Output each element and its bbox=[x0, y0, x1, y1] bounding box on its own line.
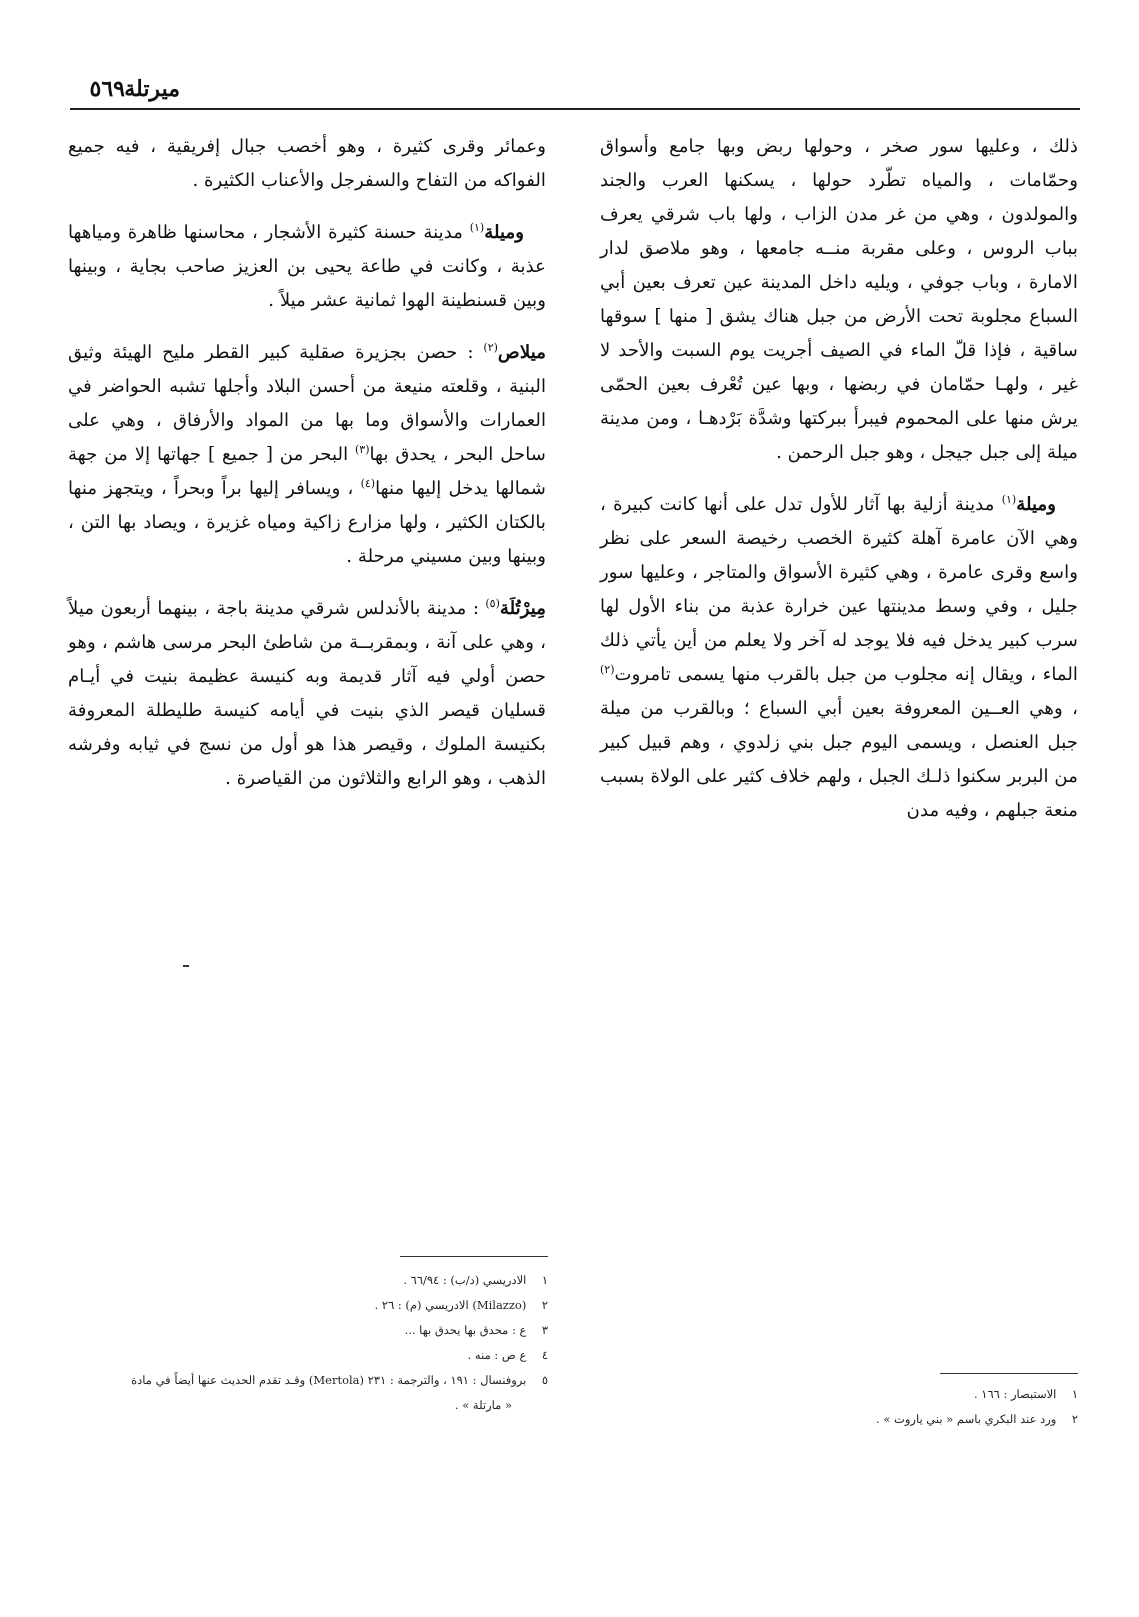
left-paragraph-1: وعمائر وقرى كثيرة ، وهو أخصب جبال إفريقية ، فيه جميع الفواكه من التفاح والسفرجل والأعناب الكثيرة . bbox=[68, 136, 546, 191]
entry-headword: مِيرْتُلَة bbox=[499, 598, 546, 619]
footnote: ٤ ع ص : منه . bbox=[467, 1348, 548, 1362]
footnote-ref: (٥) bbox=[485, 596, 500, 610]
footnote: ٢ ورد عند البكري باسم « بني ياروت » . bbox=[876, 1412, 1078, 1426]
entry-text: ، وهي العــين المعروفة بعين أبي السباع ؛ وبالقرب من ميلة جبل العنصل ، ويسمى اليوم جبل بني زلدوي ، وهم قبيل كبير من البربر سكنوا ذلـك الجبل ، ولهم خلاف كثير على الولاة بسبب منعة جبلهم ، وفيه مدن bbox=[600, 698, 1078, 821]
right-column bbox=[600, 130, 1078, 846]
footnote: ٥ بروفنسال : ١٩١ ، والترجمة : ٢٣١ (Mertola) وقـد تقدم الحديث عنها أيضاً في مادة bbox=[131, 1373, 548, 1387]
left-paragraph-4 bbox=[68, 592, 546, 796]
footnote-ref: (٤) bbox=[360, 476, 376, 490]
header-rule bbox=[70, 108, 1080, 110]
entry-text: مدينة أزلية بها آثار للأول تدل على أنها كانت كبيرة ، وهي الآن عامرة آهلة كثيرة الخصب رخيصة السعر على نظر واسع وقرى عامرة ، وهي كثيرة الأسواق والمتاجر ، وعليها سور جليل ، وفي وسط مدينتها عين خرارة عذبة من بناء الأول لها سرب كبير يدخل فيه فلا يوجد له آخر ولا يعلم من أين يأتي ذلك الماء ، ويقال إنه مجلوب من جبل بالقرب منها يسمى تامروت bbox=[600, 494, 1078, 685]
footnote-ref: (٣) bbox=[355, 442, 370, 456]
entry-headword: وميلة bbox=[484, 222, 524, 243]
footnote-ref: (١) bbox=[469, 220, 485, 234]
footnote-ref: (٢) bbox=[483, 340, 498, 354]
footnote: ٣ ع : محدق بها يحدق بها ... bbox=[404, 1323, 548, 1337]
entry-headword: ميلاص bbox=[497, 342, 546, 363]
footnote-ref: (٢) bbox=[600, 662, 615, 676]
stray-mark bbox=[183, 965, 189, 967]
running-title: ميرتلة bbox=[124, 76, 180, 102]
entry-text: ، ويسافر إليها براً وبحراً ، ويتجهز منها بالكتان الكثير ، ولها مزارع زاكية ومياه غزيرة ، ويصاد بها التن ، وبينها وبين مسيني مرحلة . bbox=[68, 478, 546, 567]
footnote-rule-left bbox=[400, 1256, 548, 1257]
entry-text: : حصن بجزيرة صقلية كبير القطر مليح الهيئة وثيق البنية ، وقلعته منيعة من أحسن البلاد وأجلها تشبه الحواضر في العمارات والأسواق وما بها من المواد والأرفاق ، وهي على ساحل البحر ، يحدق بها bbox=[68, 342, 546, 465]
page-number: ٥٦٩ bbox=[89, 76, 125, 102]
footnote-rule-right bbox=[940, 1373, 1078, 1374]
footnote: ١ الاستبصار : ١٦٦ . bbox=[973, 1387, 1078, 1401]
footnotes-right bbox=[760, 1382, 1078, 1432]
footnote-ref: (١) bbox=[1001, 492, 1017, 506]
left-paragraph-2 bbox=[68, 216, 546, 318]
footnote: ٢ (Milazzo) الادريسي (م) : ٢٦ . bbox=[374, 1298, 548, 1312]
footnote-continuation: « مارتلة » . bbox=[454, 1398, 512, 1412]
entry-text: : مدينة بالأندلس شرقي مدينة باجة ، بينهما أربعون ميلاً ، وهي على آنة ، وبمقربــة من شاطئ البحر مرسى هاشم ، وهو حصن أولي فيه آثار قديمة وبه كنيسة عظيمة بنيت في أيـام قسليان قيصر الذي بنيت في أيامه كنيسة طليطلة المعروفة بكنيسة الملوك ، وقيصر هذا هو أول من نسج في ثيابه وفرشه الذهب ، وهو الرابع والثلاثون من القياصرة . bbox=[68, 598, 546, 789]
running-header bbox=[70, 70, 1080, 110]
left-paragraph-3 bbox=[68, 336, 546, 574]
entry-text: مدينة حسنة كثيرة الأشجار ، محاسنها ظاهرة ومياهها عذبة ، وكانت في طاعة يحيى بن العزيز صاحب بجاية ، وبينها وبين قسنطينة الهوا ثمانية عشر ميلاً . bbox=[68, 222, 546, 311]
entry-text: البحر من [ جميع ] جهاتها إلا من جهة شمالها يدخل إليها منها bbox=[68, 444, 546, 499]
footnote: ١ الادريسي (د/ب) : ٦٦/٩٤ . bbox=[403, 1273, 548, 1287]
footnotes-left bbox=[60, 1268, 548, 1418]
entry-headword: وميلة bbox=[1016, 494, 1056, 515]
right-paragraph-2 bbox=[600, 488, 1078, 828]
left-column bbox=[68, 130, 546, 814]
right-paragraph-1: ذلك ، وعليها سور صخر ، وحولها ربض وبها جامع وأسواق وحمّامات ، والمياه تطّرد حولها ، يسكنها العرب والجند والمولدون ، وهي من غر مدن الزاب ، ولها باب شرقي يعرف بباب الروس ، وعلى مقربة منــه جامعها ، وهو ملاصق لدار الامارة ، وباب جوفي ، ويليه داخل المدينة عين تعرف بعين أبي السباع مجلوبة تحت الأرض من جبل هناك يشق [ منها ] سوقها ساقية ، فإذا قلّ الماء في الصيف أجريت يوم السبت والأحد لا غير ، ولهـا حمّامان في ربضها ، وبها عين تُعْرف بعين الحمّى يرش منها على المحموم فيبرأ ببركتها وشدَّة بَرْدهـا ، ومن مدينة ميلة إلى جبل جيجل ، وهو جبل الرحمن . bbox=[600, 136, 1078, 463]
